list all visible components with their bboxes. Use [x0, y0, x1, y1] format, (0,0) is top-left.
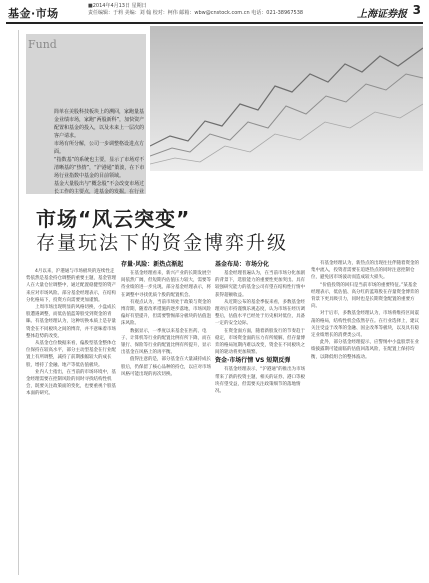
- header-date: ■2014年4月13日 星期日: [88, 3, 147, 9]
- header-meta: [88, 3, 303, 17]
- article-paragraph: 从近期公布的基金季报来看，多数基金经理对后市持谨慎乐观态度，认为市场在经历调整后，估值水平已经处于历史相对低位，具备一定的安全边际。: [215, 299, 305, 327]
- article-paragraph: 从基金仓位数据来看，偏股型基金整体仓位保持在较高水平，部分主动型基金在行业配置上有所调整，减持了前期涨幅较大的成长股，增持了金融、地产等低估值板块。: [26, 341, 116, 368]
- page-number: 3: [412, 3, 421, 17]
- article-column-3: [215, 260, 306, 574]
- section-heading: 资金·市场行情 VS 短期反弹: [215, 357, 291, 365]
- header-editors: 责任编辑：于莉 美编：刘 翰 校对：柯伟 邮箱：wbw@cnstock.com.cn 电话：021-38967538: [88, 10, 304, 16]
- article-paragraph: 此外，部分基金经理提示，应警惕中小盘股票在业绩披露期可能面临的估值回落风险，在配置上保持均衡，以降低组合的整体波动。: [311, 340, 419, 360]
- fund-summary-box: [26, 34, 146, 194]
- article-column-2: [121, 260, 212, 574]
- section-heading: 基金布局：市场分化: [215, 261, 270, 268]
- article-paragraph: 基金经理普遍认为，在当前市场分化加剧的背景下，选股能力的重要性更加突出。具有较强研究能力的基金公司有望在结构性行情中获得超额收益。: [215, 271, 305, 298]
- fund-paragraph: 市场有所分解，公司一步调整格设进点方面。: [54, 141, 145, 155]
- fund-paragraph: 基金大量股出与“概念股”不会改变市场过长工作的主要点，进基金的发掘。在行业: [54, 181, 145, 194]
- column-rule: [18, 30, 19, 575]
- article-paragraph: “价值投资的回归是当前市场的重要特征。”某基金经理表示，低估值、高分红的蓝筹股在存量资金博弈的背景下更具吸引力，同时也是长期资金配置的重要方向。: [311, 282, 419, 310]
- article-paragraph: 4月以来，沪港通与市场板块的连续性走势依然是基金持仓调整的重要主题，基金管理人在大量仓位调整中，通过配置稳健型的资产来应对市场风险。部分基金经理表示，在结构分化格局下，投资方向需要更加谨慎。: [26, 269, 116, 303]
- page-header: [0, 0, 429, 22]
- section-title: 基金·市场: [8, 7, 59, 20]
- article-paragraph: 数据显示，一季度以来基金在医药、电子、计算机等行业的配置比例有所下降，而在银行、保险等行业的配置比例有所提升，显示出基金在风格上的再平衡。: [121, 328, 211, 356]
- graphic-background: [150, 26, 423, 171]
- fund-paragraph: “指数基”的系统也主要，显示了市场对不清晰基的“热情”，“沪港通”策波，在下市场行业指数中基金的目前领域。: [54, 157, 145, 179]
- fund-summary-text: [54, 108, 146, 194]
- fund-label: Fund: [28, 38, 57, 51]
- newspaper-name: 上海证券报: [357, 9, 407, 20]
- article-paragraph: 值得注意的是，部分基金在大量减持成长股后，仍保留了核心品种的持仓，以应对市场风格可能出现的再次切换。: [121, 357, 211, 377]
- article-paragraph: 有观点认为，当前市场处于政策与资金的博弈期，随着改革措施的逐步落地，市场风险偏好有望提升，但需要警惕部分板块的估值泡沫风险。: [121, 299, 211, 327]
- article-paragraph: 业内人士指出，在当前的市场环境中，基金经理需要在控制风险的同时寻找结构性机会，既要关注政策面的变化，也要重视个股基本面的研究。: [26, 369, 116, 397]
- article-paragraph: 上周市场出现明显的风格切换，小盘成长股遭遇调整，而低估值蓝筹股受到资金的青睐。有基金经理认为，这种切换本质上是存量资金在不同板块之间的博弈，并不意味着市场整体趋势的改变。: [26, 305, 116, 339]
- subheadline: 存量玩法下的资金博弈升级: [36, 232, 289, 254]
- article-column-1: [26, 268, 117, 574]
- fund-paragraph: 简单在美股科技板块上的溯回，家跑量基金业绩市场，家跑“两股新科”，加快资产配置和基金的投入，以及未来上一层次的客户请求。: [54, 109, 145, 139]
- article-paragraph: 有基金经理认为，新热点的出现往往伴随着资金的集中流入，投资者需要在追逐热点的同时注意控制仓位，避免因市场波动而造成较大损失。: [311, 261, 419, 281]
- decorative-line-graphic: [150, 26, 423, 171]
- article-paragraph: 在资金面方面，随着新股发行的节奏趋于稳定，市场资金面的压力有所缓解，但存量博弈的格局短期内难以改变，资金在不同板块之间的轮动将更加频繁。: [215, 328, 305, 356]
- article-paragraph: 对于后市，多数基金经理认为，市场将维持区间震荡的格局，结构性机会依然存在。在行业选择上，建议关注受益于改革的金融、国企改革等板块，以及具有稳定业绩增长的消费类公司。: [311, 311, 419, 339]
- header-rule: [6, 22, 423, 24]
- section-heading: 存量·风险：新热点渐起: [121, 261, 184, 268]
- headline: 市场“风云突变”: [36, 207, 191, 231]
- article-column-4: [311, 260, 421, 574]
- article-paragraph: 在基金经理看来，新兴产业的长期发展空间依然广阔，但短期内估值压力较大，需要等待业绩的进一步兑现。部分基金经理表示，将在调整中寻找优质个股的配置机会。: [121, 271, 211, 298]
- article-paragraph: 有基金经理表示，“沪港通”的推出为市场带来了新的投资主题，相关的证券、港口等板块有望受益，但需要关注政策细节的落地情况。: [215, 367, 306, 395]
